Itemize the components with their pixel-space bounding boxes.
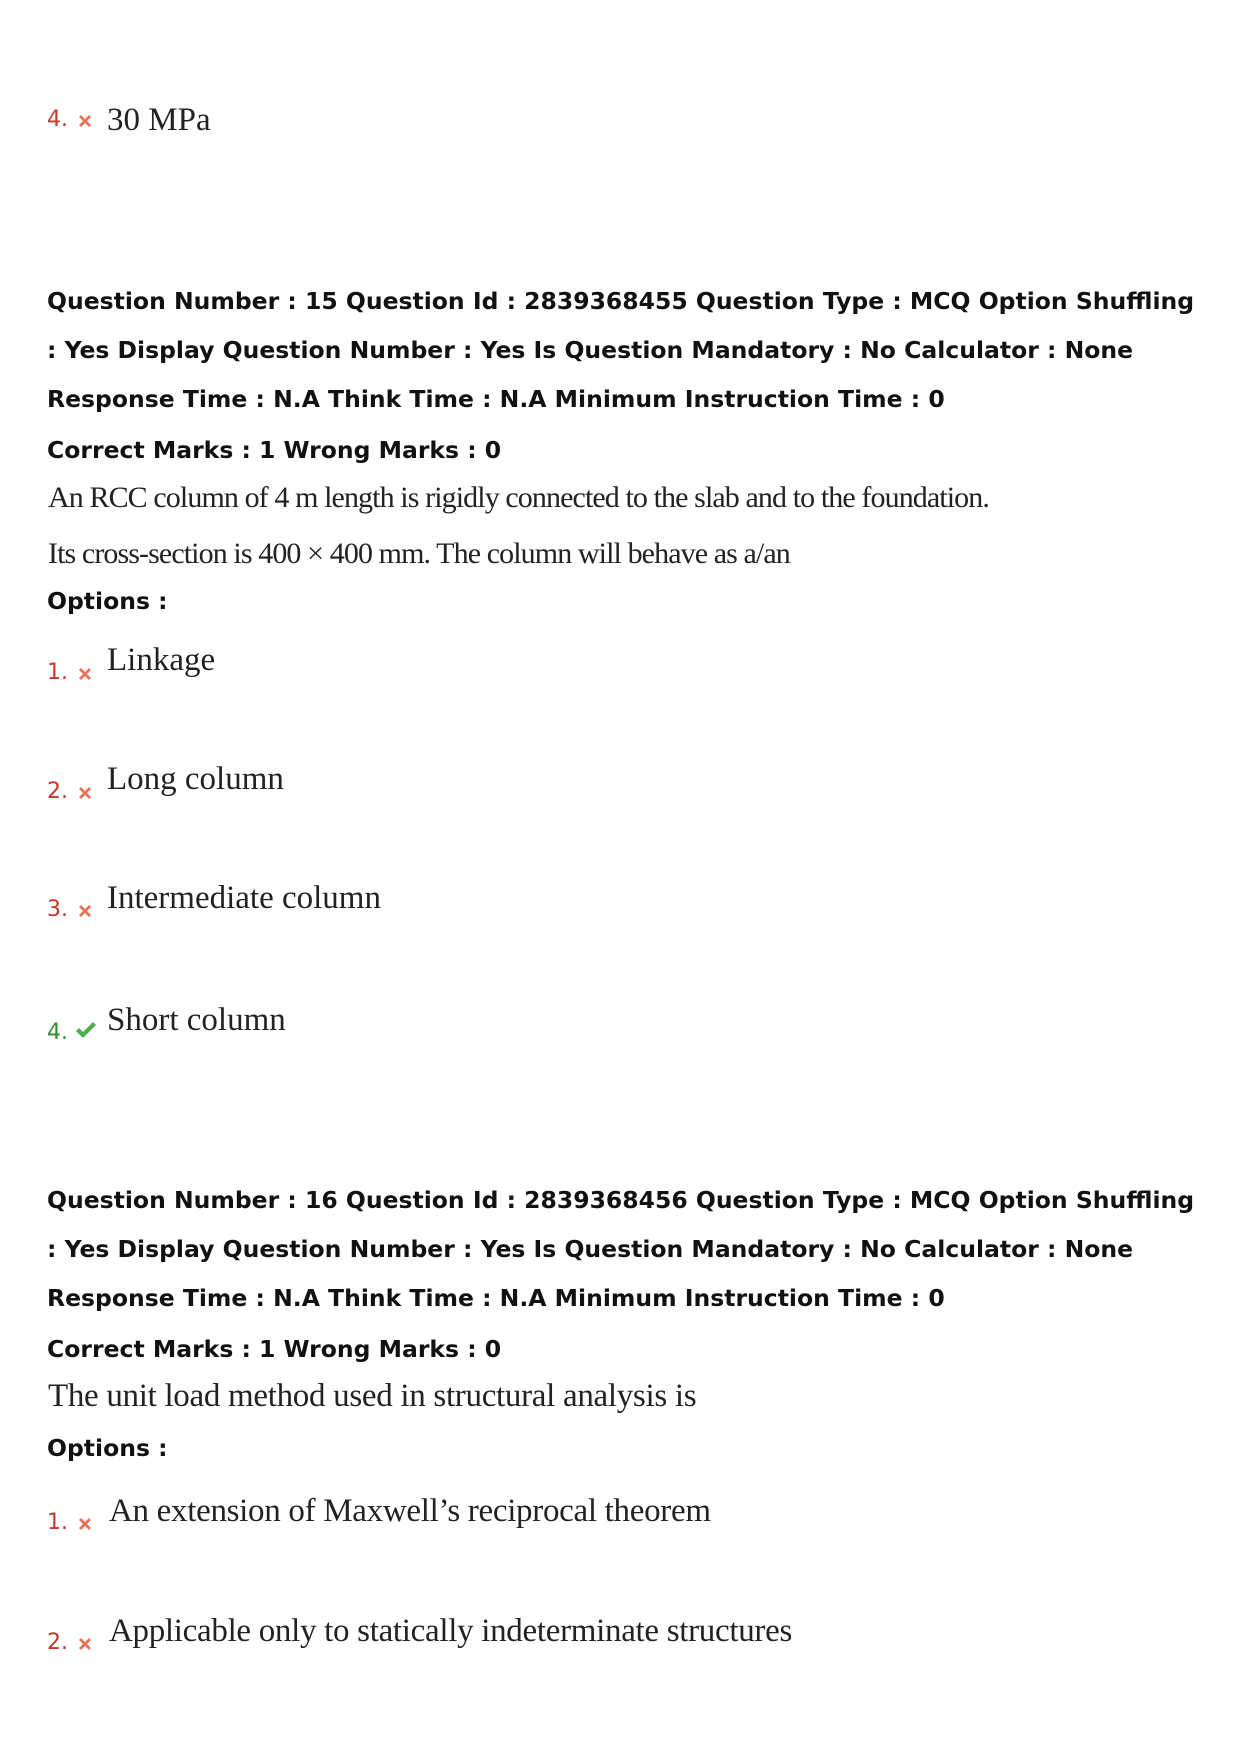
question-meta: Question Number : 15 Question Id : 2839368455 Question Type : MCQ Option Shuffling : Yes Display Question Number : Yes Is Question Mandatory : No Calculator : None Response Time : N.A Think Time : N.A Minimum Instruction Time : 0 <box>47 287 1195 413</box>
question-text-line-1: The unit load method used in structural analysis is <box>48 1378 697 1414</box>
check-icon <box>75 1021 97 1039</box>
option-number: 4. <box>47 1020 68 1045</box>
option-number: 4. <box>47 107 68 132</box>
option-number: 1. <box>47 1510 68 1535</box>
option-text: Linkage <box>107 642 216 678</box>
question-meta: Question Number : 16 Question Id : 2839368456 Question Type : MCQ Option Shuffling : Yes Display Question Number : Yes Is Question Mandatory : No Calculator : None Response Time : N.A Think Time : N.A Minimum Instruction Time : 0 <box>47 1186 1195 1312</box>
cross-icon <box>76 1515 94 1533</box>
cross-icon <box>76 112 94 130</box>
option-text: 30 MPa <box>107 102 211 138</box>
question-marks: Correct Marks : 1 Wrong Marks : 0 <box>47 1335 502 1363</box>
options-label: Options : <box>47 1434 168 1462</box>
option-text: Intermediate column <box>107 880 381 916</box>
option-number: 3. <box>47 897 68 922</box>
cross-icon <box>76 665 94 683</box>
option-number: 1. <box>47 660 68 685</box>
question-text-line-1: An RCC column of 4 m length is rigidly connected to the slab and to the foundation. <box>48 481 989 514</box>
cross-icon <box>76 1635 94 1653</box>
options-label: Options : <box>47 587 168 615</box>
option-text: Short column <box>107 1002 286 1038</box>
question-marks: Correct Marks : 1 Wrong Marks : 0 <box>47 436 502 464</box>
option-text: An extension of Maxwell’s reciprocal theorem <box>109 1493 711 1529</box>
option-number: 2. <box>47 1630 68 1655</box>
option-text: Applicable only to statically indeterminate structures <box>109 1613 793 1649</box>
cross-icon <box>76 784 94 802</box>
option-text: Long column <box>107 761 284 797</box>
question-text-line-2: Its cross-section is 400 × 400 mm. The column will behave as a/an <box>48 537 790 570</box>
cross-icon <box>76 902 94 920</box>
option-number: 2. <box>47 779 68 804</box>
